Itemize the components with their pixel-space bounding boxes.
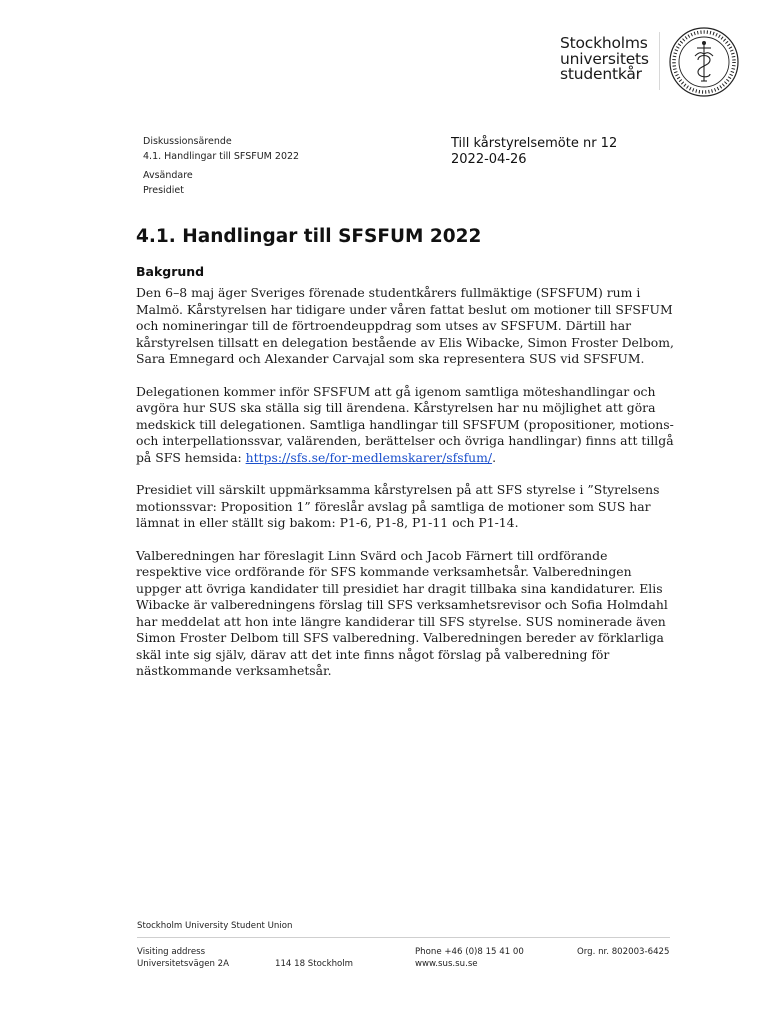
meta-sender-label: Avsändare (143, 170, 193, 181)
meta-sender: Presidiet (143, 185, 184, 196)
paragraph-4: Valberedningen har föreslagit Linn Svärd och Jacob Färnert till ordförande respektive vice ordförande för SFS kommande verksamhetsår. Valberedningen uppger att övriga kandidater till presidiet har dragit tillbaka sina kandidaturer. Elis Wibacke är valberedningens förslag till SFS verksamhetsrevisor och Sofia Holmdahl har meddelat att hon inte längre kandiderar till SFS styrelse. SUS nominerade även Simon Froster Delbom till SFS valberedning. Valberedningen bereder av förklarliga skäl inte sig själv, därav att det inte finns något förslag på valberedning för nästkommande verksamhetsår. (136, 547, 668, 678)
footer-orgnr: Org. nr. 802003-6425 (577, 947, 670, 957)
footer-org-name: Stockholm University Student Union (137, 921, 293, 931)
footer-street: Universitetsvägen 2A (137, 959, 230, 969)
paragraph-2 (136, 384, 676, 467)
seal-icon (668, 26, 740, 98)
footer-web: www.sus.su.se (415, 959, 478, 969)
footer-divider (137, 937, 670, 938)
logo-line-2: universitets (560, 49, 649, 68)
logo-divider (659, 32, 660, 90)
footer-phone: Phone +46 (0)8 15 41 00 (415, 947, 524, 957)
document-body (136, 285, 676, 696)
logo-line-1: Stockholms (560, 34, 648, 52)
footer-postal: 114 18 Stockholm (275, 959, 354, 969)
paragraph-2-end: . (492, 449, 497, 465)
footer-visiting-label: Visiting address (137, 947, 206, 957)
section-heading: Bakgrund (136, 264, 205, 279)
meeting-info (451, 136, 617, 168)
meta-item: 4.1. Handlingar till SFSFUM 2022 (143, 151, 300, 162)
meeting-date: 2022-04-26 (451, 152, 527, 167)
sfsfum-link[interactable]: https://sfs.se/for-medlemskarer/sfsfum/ (245, 449, 493, 465)
logo-wordmark (560, 36, 649, 83)
paragraph-1: Den 6–8 maj äger Sveriges förenade studentkårers fullmäktige (SFSFUM) rum i Malmö. Kårstyrelsen har tidigare under våren fattat beslut om motioner till SFSFUM och nomineringar till de förtroendeuppdrag som utses av SFSFUM. Därtill har kårstyrelsen tillsatt en delegation bestående av Elis Wibacke, Simon Froster Delbom, Sara Emnegard och Alexander Carvajal som ska representera SUS vid SFSFUM. (136, 285, 674, 366)
paragraph-2-text: Delegationen kommer inför SFSFUM att gå igenom samtliga möteshandlingar och avgöra hur SUS ska ställa sig till ärendena. Kårstyrelsen har nu möjlighet att göra medskick till delegationen. Samtliga handlingar till SFSFUM (propositioner, motions- och interpellationssvar, valärenden, berättelser och övriga handlingar) finns att tillgå på SFS hemsida: (136, 383, 674, 465)
meeting-label: Till kårstyrelsemöte nr 12 (451, 136, 618, 151)
document-title: 4.1. Handlingar till SFSFUM 2022 (136, 226, 482, 247)
meta-type-label: Diskussionsärende (143, 136, 232, 147)
document-meta (143, 134, 299, 198)
logo-line-3: studentkår (560, 65, 642, 83)
paragraph-3: Presidiet vill särskilt uppmärksamma kårstyrelsen på att SFS styrelse i ”Styrelsens motionssvar: Proposition 1” föreslår avslag på samtliga de motioner som SUS har lämnat in eller ställt sig bakom: P1-6, P1-8, P1-11 och P1-14. (136, 482, 660, 530)
